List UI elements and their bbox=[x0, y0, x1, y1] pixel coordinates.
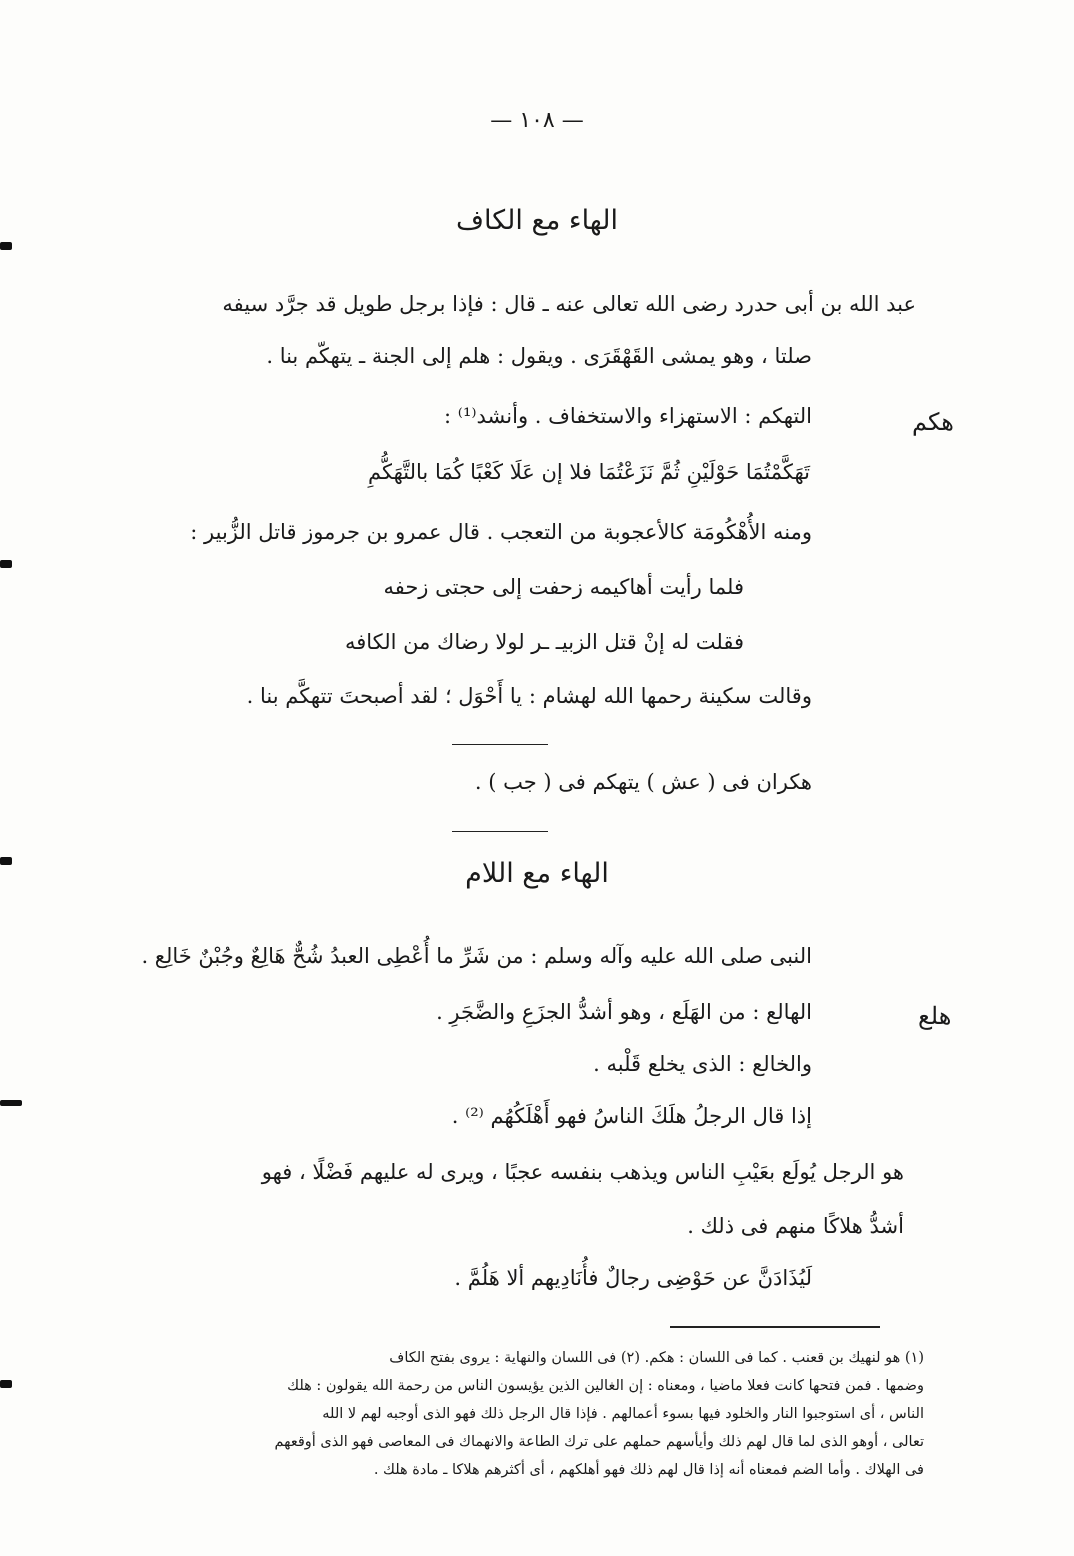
margin-keyword-hala: هلع bbox=[918, 1002, 952, 1030]
text-line: عبد الله بن أبى حدرد رضى الله تعالى عنه ـ قال : فإذا برجل طويل قد جرَّد سيفه bbox=[222, 292, 916, 316]
scan-edge-mark bbox=[0, 560, 12, 568]
footnote-line: وضمها . فمن فتحها كانت فعلا ماضيا ، ومعناه : إن الغالين الذين يؤيسون الناس من رحمة الله يقولون : هلك bbox=[287, 1378, 924, 1394]
text-line: وقالت سكينة رحمها الله لهشام : يا أَحْوَل ؛ لقد أصبحتَ تتهكَّم بنا . bbox=[246, 684, 812, 708]
verse-line: فقلت له إنْ قتل الزبيـ ـر لولا رضاك من الكافه bbox=[344, 630, 744, 654]
section-divider bbox=[452, 831, 548, 832]
scan-edge-mark bbox=[0, 242, 12, 250]
text-line: إذا قال الرجلُ هلَكَ الناسُ فهو أَهْلَكُهُم ⁽²⁾ . bbox=[451, 1104, 812, 1128]
footnote-line: تعالى ، أوهو الذى لما قال لهم ذلك وأيأسهم حملهم على ترك الطاعة والانهماك فى المعاصى فهو الذى أوقعهم bbox=[274, 1434, 924, 1450]
text-line: صلتا ، وهو يمشى القَهْقَرَى . ويقول : هلم إلى الجنة ـ يتهكّم بنا . bbox=[266, 344, 812, 368]
section-divider bbox=[452, 744, 548, 745]
text-line: الهالع : من الهَلَع ، وهو أشدُّ الجزَعِ والضَّجَرِ . bbox=[436, 1000, 812, 1024]
text-line: هو الرجل يُولَع بعَيْبِ الناس ويذهب بنفسه عجبًا ، ويرى له عليهم فَضْلًا ، فهو bbox=[261, 1160, 904, 1184]
section-heading-hl: الهاء مع اللام bbox=[465, 858, 609, 889]
text-line: النبى صلى الله عليه وآله وسلم : من شَرِّ ما أُعْطِى العبدُ شُحٌّ هَالِعٌ وجُبْنٌ خَالِع . bbox=[141, 944, 812, 968]
footnote-line: فى الهلاك . وأما الضم فمعناه أنه إذا قال لهم ذلك فهو أهلكهم ، أى أكثرهم هلاكا ـ مادة هلك . bbox=[373, 1462, 924, 1478]
verse-line: فلما رأيت أهاكيمه زحفت إلى حجتى زحفه bbox=[383, 575, 744, 599]
section-heading-hk: الهاء مع الكاف bbox=[456, 205, 618, 236]
footnote-separator bbox=[670, 1326, 880, 1328]
margin-keyword-hakm: هكم bbox=[912, 408, 954, 436]
text-line: والخالع : الذى يخلع قَلْبه . bbox=[593, 1052, 812, 1076]
footnote-line: (١) هو لنهيك بن قعنب . كما فى اللسان : هكم. (٢) فى اللسان والنهاية : يروى بفتح الكاف bbox=[389, 1350, 924, 1366]
page-number: — ١٠٨ — bbox=[490, 108, 584, 133]
scan-edge-mark bbox=[0, 1100, 22, 1106]
verse-line: تَهَكَّمْتُمَا حَوْلَيْنِ ثُمَّ نَزَعْتُمَا فلا إن عَلَا كَعْبًا كُمَا بالتَّهَكُّمِ bbox=[368, 460, 810, 484]
text-line: لَيُذَادَنَّ عن حَوْضِى رجالٌ فأُنَادِيهم ألا هَلُمَّ . bbox=[454, 1266, 812, 1290]
text-line: التهكم : الاستهزاء والاستخفاف . وأنشد⁽¹⁾ : bbox=[444, 404, 812, 428]
text-line: هكران فى ( عش ) يتهكم فى ( جب ) . bbox=[474, 770, 812, 794]
text-line: ومنه الأُهْكُومَة كالأعجوبة من التعجب . قال عمرو بن جرموز قاتل الزُّبير : bbox=[190, 520, 812, 544]
text-line: أشدُّ هلاكًا منهم فى ذلك . bbox=[687, 1214, 904, 1238]
scan-edge-mark bbox=[0, 1380, 12, 1388]
footnote-line: الناس ، أى استوجبوا النار والخلود فيها بسوء أعمالهم . فإذا قال الرجل ذلك فهو الذى أوجبه لهم لا الله bbox=[322, 1406, 924, 1422]
